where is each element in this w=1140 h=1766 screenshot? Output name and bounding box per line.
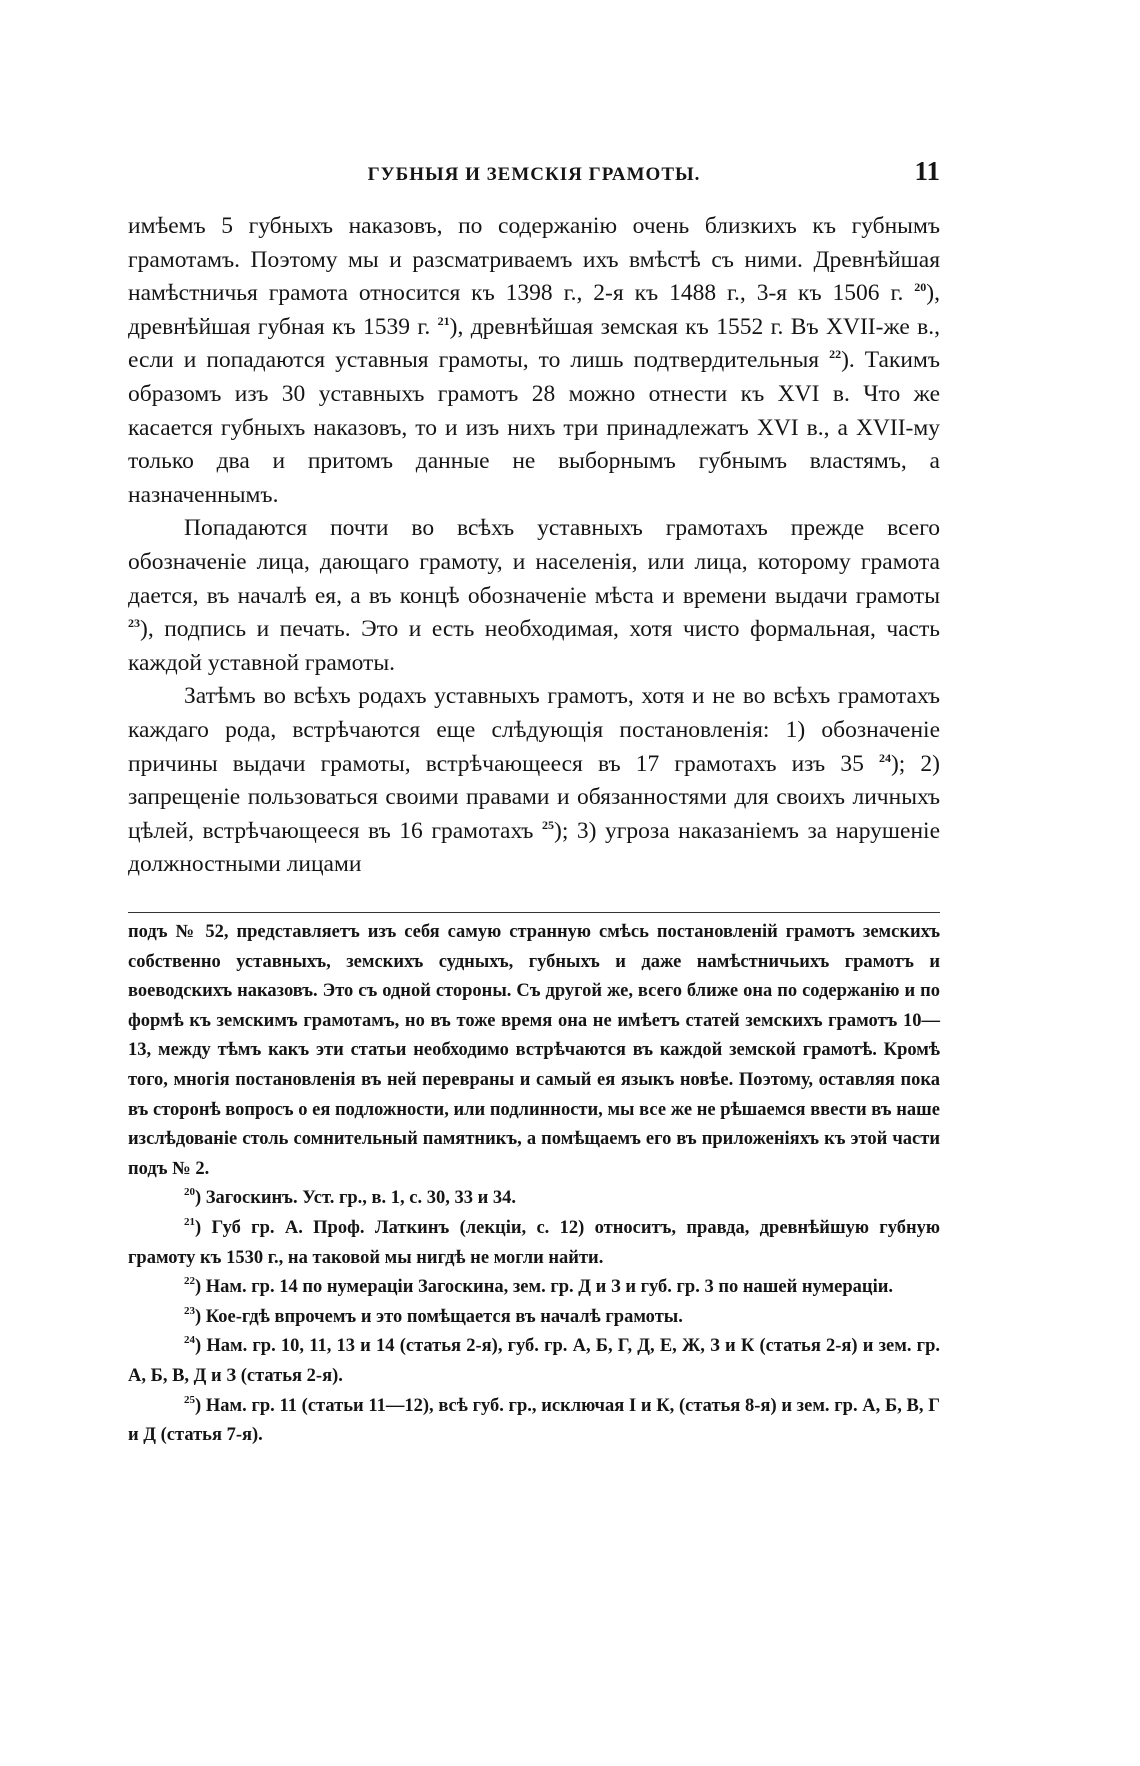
page-number: 11	[914, 156, 940, 186]
footnote-ref: 23	[128, 616, 140, 631]
text-run: ), подпись и печать. Это и есть необходимая, хотя чисто формальная, часть каждой уставной грамоты.	[128, 616, 940, 676]
text-run: ), древнѣйшая губная къ 1539 г.	[128, 280, 940, 340]
page-header	[128, 156, 940, 190]
footnote-mark: 25	[184, 1393, 195, 1406]
footnote-mark: 21	[184, 1215, 195, 1228]
footnote-mark: 24	[184, 1334, 195, 1347]
footnote-continuation: подъ № 52, представляетъ изъ себя самую странную смѣсь постановленій грамотъ земскихъ собственно уставныхъ, земскихъ судныхъ, губныхъ и даже намѣстничьихъ грамотъ и воеводскихъ наказовъ. Это съ одной стороны. Съ другой же, всего ближе она по содержанію и по формѣ къ земскимъ грамотамъ, но въ тоже время она не имѣетъ статей земскихъ грамотъ 10—13, между тѣмъ какъ эти статьи необходимо встрѣчаются въ каждой земской грамотѣ. Кромѣ того, многія постановленія въ ней перевраны и самый ея языкъ новѣе. Поэтому, оставляя пока въ сторонѣ вопросъ о ея подложности, или подлинности, мы все же не рѣшаемся ввести въ наше изслѣдованіе столь сомнительный памятникъ, а помѣщаемъ его въ приложеніяхъ къ этой части подъ № 2.	[128, 922, 940, 1179]
footnote-ref: 20	[914, 280, 927, 295]
running-title: ГУБНЫЯ И ЗЕМСКІЯ ГРАМОТЫ.	[367, 164, 701, 185]
footnote-20	[128, 1184, 940, 1214]
paragraph-3	[128, 680, 940, 882]
footnote-mark: 20	[184, 1186, 195, 1199]
text-run: Затѣмъ во всѣхъ родахъ уставныхъ грамотъ, хотя и не во всѣхъ грамотахъ каждаго рода, встрѣчаются еще слѣдующія постановленія: 1) обозначеніе причины выдачи грамоты, встрѣчающееся въ 17 грамотахъ изъ 35	[128, 683, 940, 777]
footnote-text: ) Кое-гдѣ впрочемъ и это помѣщается въ началѣ грамоты.	[195, 1306, 683, 1327]
text-run: Попадаются почти во всѣхъ уставныхъ грамотахъ прежде всего обозначеніе лица, дающаго грамоту, и населенія, или лица, которому грамота дается, въ началѣ ея, а въ концѣ обозначеніе мѣста и времени выдачи грамоты	[128, 515, 940, 609]
footnote-ref: 21	[437, 313, 450, 328]
footnote-21	[128, 1214, 940, 1273]
text-run: ); 3) угроза наказаніемъ за нарушеніе должностными лицами	[128, 817, 940, 878]
paragraph-2	[128, 512, 940, 680]
footnote-22	[128, 1273, 940, 1303]
footnotes	[128, 918, 940, 1451]
footnote-ref: 24	[878, 750, 891, 765]
footnote-ref: 25	[542, 817, 554, 832]
footnote-text: ) Нам. гр. 14 по нумераціи Загоскина, зем. гр. Д и З и губ. гр. 3 по нашей нумераціи.	[195, 1277, 893, 1298]
footnote-text: ) Нам. гр. 11 (статьи 11—12), всѣ губ. гр., исключая I и К, (статья 8-я) и зем. гр. А, Б, В, Г и Д (статья 7-я).	[128, 1395, 940, 1446]
main-text	[128, 210, 940, 882]
text-run: ); 2) запрещеніе пользоваться своими правами и обязанностями для своихъ личныхъ цѣлей, встрѣчающееся въ 16 грамотахъ	[128, 750, 941, 844]
paragraph-1	[128, 210, 940, 512]
footnote-text: ) Загоскинъ. Уст. гр., в. 1, с. 30, 33 и 34.	[195, 1188, 517, 1209]
footnote-divider	[128, 912, 940, 913]
footnote-mark: 22	[184, 1275, 195, 1288]
footnote-text: ) Губ гр. А. Проф. Латкинъ (лекціи, с. 12) относитъ, правда, древнѣйшую губную грамоту къ 1530 г., на таковой мы нигдѣ не могли найти.	[128, 1217, 940, 1268]
footnote-ref: 22	[829, 347, 842, 362]
text-run: ). Такимъ образомъ изъ 30 уставныхъ грамотъ 28 можно отнести къ XVI в. Что же касается губныхъ наказовъ, то и изъ нихъ три принадлежатъ XVI в., а XVII-му только два и притомъ данные не выборнымъ губнымъ властямъ, а назначеннымъ.	[128, 347, 940, 508]
text-run: ), древнѣйшая земская къ 1552 г. Въ XVII-же в., если и попадаются уставныя грамоты, то лишь подтвердительныя	[128, 313, 940, 374]
footnote-23	[128, 1303, 940, 1333]
footnote-25	[128, 1392, 940, 1451]
text-run: имѣемъ 5 губныхъ наказовъ, по содержанію очень близкихъ къ губнымъ грамотамъ. Поэтому мы и разсматриваемъ ихъ вмѣстѣ съ ними. Древнѣйшая намѣстничья грамота относится къ 1398 г., 2-я къ 1488 г., 3-я къ 1506 г.	[128, 213, 940, 307]
footnote-24	[128, 1332, 940, 1391]
footnote-mark: 23	[184, 1304, 195, 1317]
footnote-text: ) Нам. гр. 10, 11, 13 и 14 (статья 2-я), губ. гр. А, Б, Г, Д, Е, Ж, З и К (статья 2-я) и зем. гр. А, Б, В, Д и З (статья 2-я).	[128, 1336, 940, 1386]
